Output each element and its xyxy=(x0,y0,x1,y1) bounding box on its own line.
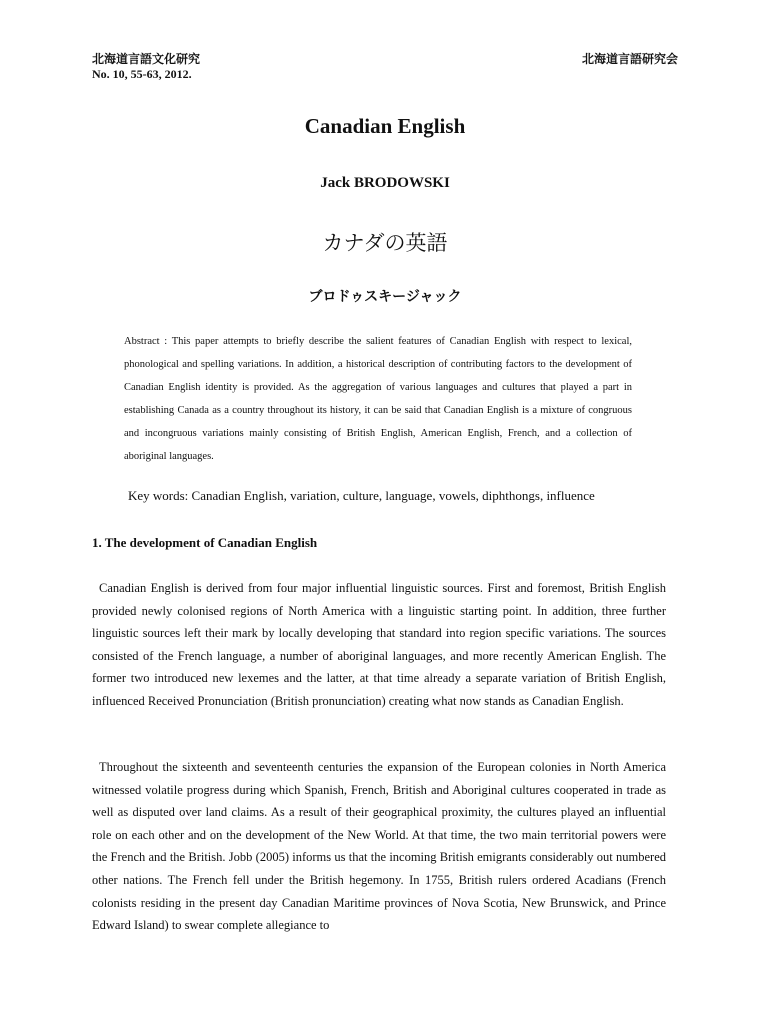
citation: No. 10, 55-63, 2012. xyxy=(92,67,192,81)
author-name-jp: ブロドゥスキージャック xyxy=(308,289,462,305)
society-name-jp: 北海道言語研究会 xyxy=(581,52,678,66)
body-paragraph: Throughout the sixteenth and seventeenth centuries the expansion of the European colonies in North America witnessed volatile progress during which Spanish, French, British and Aboriginal cultures cooperated in trade as well as disputed over land claims. As a result of their geographical proximity, the cultures played an influential role on each other and on the development of the New World. At that time, the two main territorial powers were the French and the British. Jobb (2005) informs us that the incoming British emigrants considerably out numbered other nations. The French fell under the British hegemony. In 1755, British rulers ordered Acadians (French colonists residing in the present day Canadian Maritime provinces of Nova Scotia, New Brunswick, and Prince Edward Island) to swear complete allegiance to xyxy=(92,760,666,933)
journal-name-jp: 北海道言語文化研究 xyxy=(92,52,201,66)
author-name: Jack BRODOWSKI xyxy=(320,175,450,191)
running-header-left xyxy=(92,52,200,82)
abstract: Abstract : This paper attempts to briefly describe the salient features of Canadian English with respect to lexical, phonological and spelling variations. In addition, a historical description of contributing factors to the development of Canadian English identity is provided. As the aggregation of various languages and cultures that played a part in establishing Canada as a country throughout its history, it can be said that Canadian English is a mixture of congruous and incongruous variations mainly consisting of British English, American English, French, and a collection of aboriginal languages. xyxy=(124,336,632,462)
keywords: Key words: Canadian English, variation, culture, language, vowels, diphthongs, influence xyxy=(128,488,595,503)
section-heading: 1. The development of Canadian English xyxy=(92,535,318,550)
paper-title: Canadian English xyxy=(304,114,466,138)
paper-title-jp: カナダの英語 xyxy=(322,231,448,255)
body-paragraph: Canadian English is derived from four major influential linguistic sources. First and foremost, British English provided newly colonised regions of North America with a linguistic starting point. In addition, three further linguistic sources left their mark by locally developing that standard into region specific variations. The sources consisted of the French language, a number of aboriginal languages, and more recently American English. The former two introduced new lexemes and the latter, at that time already a separate variation of British English, influenced Received Pronunciation (British pronunciation) creating what now stands as Canadian English. xyxy=(92,581,666,708)
